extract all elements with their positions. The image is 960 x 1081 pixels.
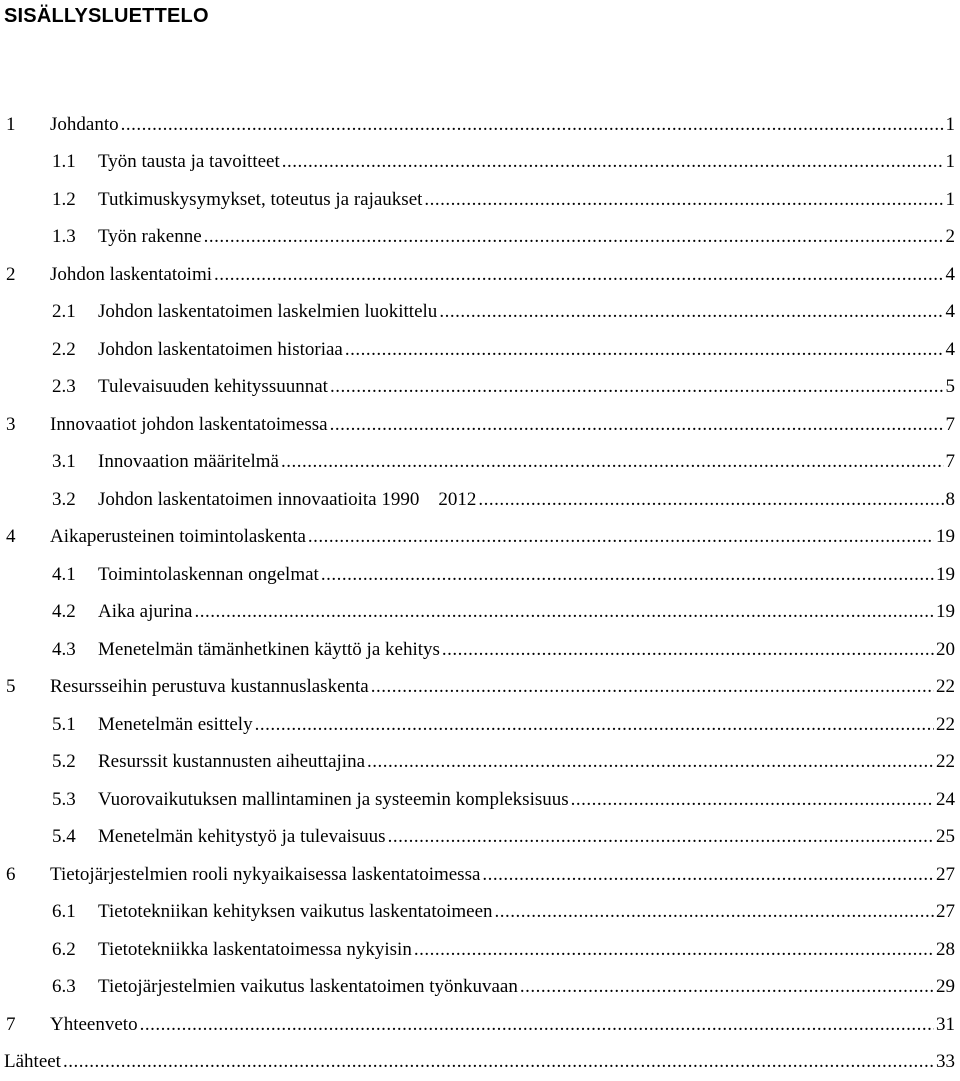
toc-entry-page-number: 1 [944, 114, 956, 136]
toc-entry-page-number: 4 [944, 264, 956, 286]
toc-entry-number: 1.2 [52, 189, 76, 211]
toc-entry-title[interactable]: Tietojärjestelmien vaikutus laskentatoimen työnkuvaan [98, 976, 520, 998]
toc-entry[interactable] [0, 894, 960, 932]
toc-entry-page-number: 8 [944, 489, 956, 511]
toc-entry[interactable] [0, 856, 960, 894]
toc-entry-line [98, 294, 955, 332]
toc-entry-page-number: 19 [934, 564, 955, 586]
toc-entry-title[interactable]: Yhteenveto [50, 1014, 140, 1036]
toc-entry[interactable] [0, 669, 960, 707]
toc-entry[interactable] [0, 481, 960, 519]
toc-entry-number: 2.3 [52, 376, 76, 398]
dot-leader [478, 489, 943, 511]
toc-entry-number: 4.2 [52, 601, 76, 623]
toc-entry-line [4, 1044, 955, 1081]
toc-entry[interactable] [0, 594, 960, 632]
toc-entry-title[interactable]: Lähteet [4, 1051, 63, 1073]
toc-entry[interactable] [0, 1044, 960, 1081]
toc-entry-title[interactable]: Menetelmän kehitystyö ja tulevaisuus [98, 826, 388, 848]
toc-entry-page-number: 19 [934, 526, 955, 548]
toc-entry-number: 6 [6, 864, 16, 886]
toc-entry-page-number: 1 [944, 189, 956, 211]
dot-leader [281, 451, 944, 473]
toc-entry-title[interactable]: Innovaation määritelmä [98, 451, 281, 473]
toc-entry-number: 1.1 [52, 151, 76, 173]
toc-entry-page-number: 28 [934, 939, 955, 961]
dot-leader [204, 226, 944, 248]
toc-entry-number: 3 [6, 414, 16, 436]
toc-entry-page-number: 31 [934, 1014, 955, 1036]
toc-entry[interactable] [0, 144, 960, 182]
toc-entry-line [98, 781, 955, 819]
dot-leader [439, 301, 943, 323]
toc-entry-line [50, 106, 955, 144]
toc-entry-page-number: 7 [944, 414, 956, 436]
toc-entry-page-number: 20 [934, 639, 955, 661]
toc-entry-line [98, 369, 955, 407]
toc-entry-page-number: 5 [944, 376, 956, 398]
toc-entry-line [98, 969, 955, 1007]
toc-entry[interactable] [0, 519, 960, 557]
toc-entry-line [98, 706, 955, 744]
toc-entry-number: 1.3 [52, 226, 76, 248]
toc-entry-line [98, 556, 955, 594]
toc-entry[interactable] [0, 744, 960, 782]
toc-entry[interactable] [0, 931, 960, 969]
dot-leader [63, 1051, 934, 1073]
toc-entry-page-number: 25 [934, 826, 955, 848]
dot-leader [214, 264, 943, 286]
toc-entry-title[interactable]: Resursseihin perustuva kustannuslaskenta [50, 676, 371, 698]
toc-entry[interactable] [0, 781, 960, 819]
toc-entry-line [98, 894, 955, 932]
toc-entry-number: 2 [6, 264, 16, 286]
toc-entry-title[interactable]: Aikaperusteinen toimintolaskenta [50, 526, 308, 548]
dot-leader [388, 826, 934, 848]
toc-entry-number: 4.3 [52, 639, 76, 661]
dot-leader [330, 414, 944, 436]
toc-entry-number: 6.3 [52, 976, 76, 998]
toc-entry-line [50, 256, 955, 294]
toc-entry[interactable] [0, 631, 960, 669]
toc-entry[interactable] [0, 106, 960, 144]
dot-leader [345, 339, 944, 361]
toc-entry-line [50, 406, 955, 444]
dot-leader [282, 151, 944, 173]
toc-entry-number: 4.1 [52, 564, 76, 586]
toc-entry[interactable] [0, 331, 960, 369]
dot-leader [330, 376, 944, 398]
dot-leader [424, 189, 943, 211]
toc-entry-line [98, 631, 955, 669]
dot-leader [121, 114, 944, 136]
toc-entry-line [98, 744, 955, 782]
toc-entry-page-number: 22 [934, 714, 955, 736]
toc-entry-page-number: 7 [944, 451, 956, 473]
toc-entry-line [98, 594, 955, 632]
toc-entry-page-number: 1 [944, 151, 956, 173]
toc-entry-title[interactable]: Vuorovaikutuksen mallintaminen ja systeemin kompleksisuus [98, 789, 571, 811]
toc-entry-page-number: 2 [944, 226, 956, 248]
toc-entry[interactable] [0, 256, 960, 294]
toc-entry-title[interactable]: Tulevaisuuden kehityssuunnat [98, 376, 330, 398]
toc-entry-page-number: 22 [934, 751, 955, 773]
toc-entry-line [50, 1006, 955, 1044]
toc-entry-title[interactable]: Johdon laskentatoimen historiaa [98, 339, 345, 361]
toc-entry[interactable] [0, 1006, 960, 1044]
dot-leader [140, 1014, 934, 1036]
toc-entry-title[interactable]: Johdanto [50, 114, 121, 136]
table-of-contents [0, 106, 960, 1081]
toc-entry-number: 5.2 [52, 751, 76, 773]
toc-entry[interactable] [0, 219, 960, 257]
dot-leader [194, 601, 934, 623]
toc-entry-number: 2.1 [52, 301, 76, 323]
toc-entry[interactable] [0, 706, 960, 744]
dot-leader [255, 714, 934, 736]
toc-entry-number: 5 [6, 676, 16, 698]
toc-entry-page-number: 33 [934, 1051, 955, 1073]
dot-leader [367, 751, 934, 773]
toc-entry[interactable] [0, 406, 960, 444]
dot-leader [495, 901, 934, 923]
toc-entry-number: 6.1 [52, 901, 76, 923]
toc-entry-page-number: 22 [934, 676, 955, 698]
dot-leader [371, 676, 934, 698]
toc-entry-line [98, 444, 955, 482]
toc-entry-line [98, 931, 955, 969]
toc-entry[interactable] [0, 294, 960, 332]
toc-entry-title[interactable]: Johdon laskentatoimen laskelmien luokittelu [98, 301, 439, 323]
toc-entry-title[interactable]: Johdon laskentatoimen innovaatioita 1990 2012 [98, 489, 478, 511]
toc-entry-title[interactable]: Tutkimuskysymykset, toteutus ja rajaukset [98, 189, 424, 211]
toc-entry-title[interactable]: Tietotekniikan kehityksen vaikutus laskentatoimeen [98, 901, 495, 923]
toc-entry-number: 1 [6, 114, 16, 136]
toc-entry-page-number: 19 [934, 601, 955, 623]
toc-entry-line [50, 856, 955, 894]
toc-entry-title[interactable]: Aika ajurina [98, 601, 194, 623]
toc-entry[interactable] [0, 969, 960, 1007]
toc-entry-line [50, 519, 955, 557]
toc-entry-page-number: 27 [934, 864, 955, 886]
toc-entry-page-number: 29 [934, 976, 955, 998]
toc-entry-title[interactable]: Innovaatiot johdon laskentatoimessa [50, 414, 330, 436]
toc-entry-title[interactable]: Työn rakenne [98, 226, 204, 248]
toc-entry[interactable] [0, 444, 960, 482]
toc-entry-line [98, 181, 955, 219]
toc-entry-number: 3.2 [52, 489, 76, 511]
toc-entry-title[interactable]: Tietotekniikka laskentatoimessa nykyisin [98, 939, 414, 961]
toc-entry-page-number: 27 [934, 901, 955, 923]
dot-leader [520, 976, 934, 998]
toc-heading: SISÄLLYSLUETTELO [4, 2, 209, 30]
dot-leader [321, 564, 934, 586]
toc-entry-title[interactable]: Tietojärjestelmien rooli nykyaikaisessa laskentatoimessa [50, 864, 482, 886]
toc-entry-number: 7 [6, 1014, 16, 1036]
dot-leader [482, 864, 934, 886]
toc-entry[interactable] [0, 556, 960, 594]
toc-entry[interactable] [0, 819, 960, 857]
toc-entry-number: 5.4 [52, 826, 76, 848]
toc-entry-line [50, 669, 955, 707]
toc-entry-page-number: 24 [934, 789, 955, 811]
dot-leader [571, 789, 934, 811]
toc-entry-line [98, 331, 955, 369]
toc-entry-number: 2.2 [52, 339, 76, 361]
toc-entry-page-number: 4 [944, 339, 956, 361]
dot-leader [414, 939, 934, 961]
toc-entry-line [98, 219, 955, 257]
dot-leader [442, 639, 934, 661]
toc-entry-title[interactable]: Menetelmän esittely [98, 714, 255, 736]
toc-entry-number: 3.1 [52, 451, 76, 473]
toc-entry-title[interactable]: Toimintolaskennan ongelmat [98, 564, 321, 586]
dot-leader [308, 526, 934, 548]
toc-entry-number: 5.3 [52, 789, 76, 811]
toc-entry-title[interactable]: Menetelmän tämänhetkinen käyttö ja kehitys [98, 639, 442, 661]
toc-entry-title[interactable]: Resurssit kustannusten aiheuttajina [98, 751, 367, 773]
toc-entry[interactable] [0, 181, 960, 219]
toc-entry-line [98, 819, 955, 857]
toc-entry-number: 5.1 [52, 714, 76, 736]
toc-entry-page-number: 4 [944, 301, 956, 323]
toc-entry-number: 4 [6, 526, 16, 548]
toc-entry-title[interactable]: Johdon laskentatoimi [50, 264, 214, 286]
toc-entry-number: 6.2 [52, 939, 76, 961]
toc-entry-title[interactable]: Työn tausta ja tavoitteet [98, 151, 282, 173]
toc-entry-line [98, 144, 955, 182]
toc-entry-line [98, 481, 955, 519]
toc-entry[interactable] [0, 369, 960, 407]
